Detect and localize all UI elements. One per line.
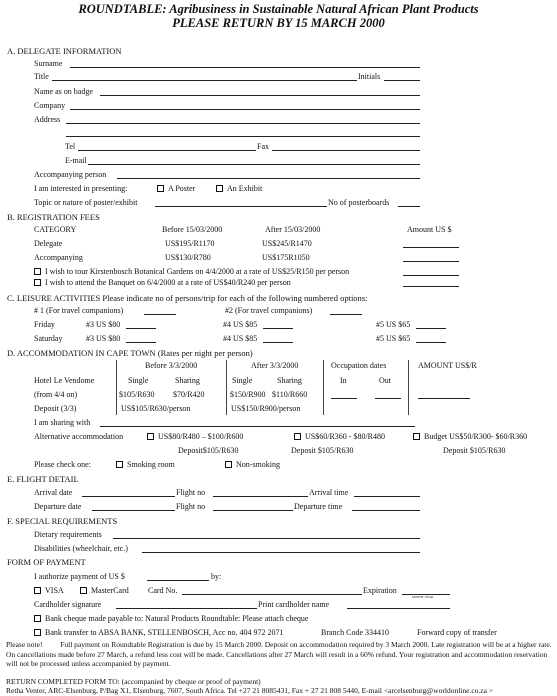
option1-field[interactable] <box>144 314 176 315</box>
visa-label: VISA <box>45 586 64 595</box>
saturday-option3-field[interactable] <box>126 342 156 343</box>
badge-name-label: Name as on badge <box>34 87 93 96</box>
option1-label: # 1 (For travel companions) <box>34 306 124 315</box>
poster-checkbox[interactable] <box>157 185 164 192</box>
arrival-flight-label: Flight no <box>176 488 206 497</box>
alt-accommodation-label: Alternative accommodation <box>34 432 124 441</box>
alt-3-deposit: Deposit $105/R630 <box>443 446 506 455</box>
departure-flight-field[interactable] <box>213 510 293 511</box>
title-field[interactable] <box>52 80 357 81</box>
divider <box>226 360 227 415</box>
after-header: After 15/03/2000 <box>265 225 321 234</box>
surname-label: Surname <box>34 59 63 68</box>
print-name-label: Print cardholder name <box>258 600 330 609</box>
alt-1-label: US$80/R480 – $100/R600 <box>158 432 244 441</box>
dietary-field[interactable] <box>113 538 420 539</box>
banquet-checkbox[interactable] <box>34 279 41 286</box>
banquet-label: I wish to attend the Banquet on 6/4/2000 at a rate of US$40/R240 per person <box>45 278 291 287</box>
friday-option4: #4 US $85 <box>223 320 258 329</box>
hotel-name: Hotel Le Vendome <box>34 376 95 385</box>
out-header: Out <box>379 376 391 385</box>
authorize-amount-field[interactable] <box>147 580 209 581</box>
alt-2-deposit: Deposit $105/R630 <box>291 446 354 455</box>
section-b-heading: B. REGISTRATION FEES <box>7 212 100 222</box>
payment-notes <box>6 640 554 669</box>
accom-after-header: After 3/3/2000 <box>251 361 299 370</box>
departure-date-label: Departure date <box>34 502 82 511</box>
friday-label: Friday <box>34 320 55 329</box>
alt-1-checkbox[interactable] <box>147 433 154 440</box>
expiration-label: Expiration <box>363 586 397 595</box>
title-label: Title <box>34 72 49 81</box>
dietary-label: Dietary requirements <box>34 530 102 539</box>
alt-2-checkbox[interactable] <box>294 433 301 440</box>
occupation-header: Occupation dates <box>331 361 387 370</box>
accompanying-label: Accompanying person <box>34 170 107 179</box>
cheque-label: Bank cheque made payable to: Natural Products Roundtable: Please attach cheque <box>45 614 309 623</box>
before-single-rate: $105/R630 <box>119 390 155 399</box>
accompanying-amount-field[interactable] <box>403 261 459 262</box>
tel-label: Tel <box>65 142 76 151</box>
transfer-label: Bank transfer to ABSA BANK, STELLENBOSCH, Acc no. 404 972 2071 <box>45 628 284 637</box>
accompanying-field[interactable] <box>117 178 420 179</box>
tour-checkbox[interactable] <box>34 268 41 275</box>
poster-option[interactable] <box>157 185 195 193</box>
before-header: Before 15/03/2000 <box>162 225 223 234</box>
month-year-hint: MONTH / YEAR <box>412 595 434 599</box>
option2-label: #2 (For travel companions) <box>225 306 313 315</box>
badge-name-field[interactable] <box>100 95 420 96</box>
saturday-label: Saturday <box>34 334 63 343</box>
accom-amount-header: AMOUNT US$/R <box>418 361 477 370</box>
divider <box>323 360 324 415</box>
disabilities-label: Disabilities (wheelchair, etc.) <box>34 544 128 553</box>
mastercard-label: MasterCard <box>91 586 129 595</box>
non-smoking-checkbox[interactable] <box>225 461 232 468</box>
alt-3-checkbox[interactable] <box>413 433 420 440</box>
accompanying-fee-label: Accompanying <box>34 253 83 262</box>
deposit-label: Deposit (3/3) <box>34 404 77 413</box>
email-label: E-mail <box>65 156 87 165</box>
poster-label: A Poster <box>168 184 196 193</box>
delegate-amount-field[interactable] <box>403 247 459 248</box>
visa-option[interactable] <box>34 587 64 595</box>
delegate-after: US$245/R1470 <box>262 239 312 248</box>
fax-label: Fax <box>257 142 269 151</box>
forward-copy-note: Forward copy of transfer <box>417 628 497 637</box>
cheque-checkbox[interactable] <box>34 615 41 622</box>
check-one-label: Please check one: <box>34 460 91 469</box>
alt-option-3[interactable] <box>413 433 527 441</box>
address-field-2[interactable] <box>66 136 420 137</box>
return-address: Retha Venter, ARC-Elsenburg, P/Bag X1, Elsenburg, 7607, South Africa. Tel +27 21 8085431, Fax + 27 21 808 5440, E-mail <arcelsenburg@worldonline.co.za > <box>6 686 494 695</box>
accom-before-header: Before 3/3/2000 <box>145 361 198 370</box>
delegate-label: Delegate <box>34 239 63 248</box>
form-title: ROUNDTABLE: Agribusiness in Sustainable Natural African Plant Products <box>78 2 479 16</box>
smoking-option[interactable] <box>116 461 175 469</box>
divider <box>116 360 117 415</box>
check-out-field[interactable] <box>375 398 401 399</box>
surname-field[interactable] <box>70 67 420 68</box>
posterboards-label: No of posterboards <box>328 198 390 207</box>
exhibit-option[interactable] <box>216 185 262 193</box>
alt-option-2[interactable] <box>294 433 385 441</box>
form-subtitle: PLEASE RETURN BY 15 MARCH 2000 <box>172 16 385 30</box>
notes-text: Full payment on Roundtable Registration is due by 15 March 2000. Deposit on accommodation required by 3 March 2000. Late registration will be at a higher rate. On cancellations made before 27 March, a refund less cost will be made. Cancellations after 27 March will result in a 60% refund. Your registration and accommodation reservation will not be processed unless accompanied by payment. <box>6 640 552 669</box>
arrival-time-label: Arrival time <box>309 488 349 497</box>
visa-checkbox[interactable] <box>34 587 41 594</box>
tel-field[interactable] <box>78 150 256 151</box>
arrival-date-label: Arrival date <box>34 488 73 497</box>
topic-label: Topic or nature of poster/exhibit <box>34 198 138 207</box>
amount-header: Amount US $ <box>407 225 452 234</box>
signature-field[interactable] <box>116 608 257 609</box>
authorize-label: I authorize payment of US $ <box>34 572 125 581</box>
non-smoking-option[interactable] <box>225 461 280 469</box>
posterboards-field[interactable] <box>398 206 420 207</box>
section-a-heading: A. DELEGATE INFORMATION <box>7 46 122 56</box>
address-field-1[interactable] <box>66 123 420 124</box>
banquet-amount-field[interactable] <box>403 286 459 287</box>
departure-date-field[interactable] <box>92 510 175 511</box>
deposit-before: US$105/R630/person <box>121 404 191 413</box>
friday-option5: #5 US $65 <box>376 320 411 329</box>
arrival-date-field[interactable] <box>82 496 175 497</box>
signature-label: Cardholder signature <box>34 600 102 609</box>
after-sharing-header: Sharing <box>277 376 302 385</box>
fax-field[interactable] <box>272 150 420 151</box>
saturday-option4-field[interactable] <box>263 342 293 343</box>
arrival-flight-field[interactable] <box>213 496 308 497</box>
hotel-from: (from 4/4 on) <box>34 390 78 399</box>
transfer-option[interactable] <box>34 629 283 637</box>
alt-3-label: Budget US$50/R300- $60/R360 <box>424 432 528 441</box>
tour-label: I wish to tour Kirstenbosch Botanical Gardens on 4/4/2000 at a rate of US$25/R150 per person <box>45 267 350 276</box>
exhibit-checkbox[interactable] <box>216 185 223 192</box>
divider <box>408 360 409 415</box>
banquet-option[interactable] <box>34 279 291 287</box>
mastercard-option[interactable] <box>80 587 129 595</box>
saturday-option5: #5 US $65 <box>376 334 411 343</box>
payment-heading: FORM OF PAYMENT <box>7 557 86 567</box>
sharing-with-field[interactable] <box>100 426 415 427</box>
before-sharing-header: Sharing <box>175 376 200 385</box>
deposit-after: US$150/R900/person <box>231 404 301 413</box>
initials-label: Initials <box>358 72 381 81</box>
card-no-label: Card No. <box>148 586 178 595</box>
return-to-label: RETURN COMPLETED FORM TO: (accompanied by cheque or proof of payment) <box>6 677 261 686</box>
transfer-checkbox[interactable] <box>34 629 41 636</box>
after-single-header: Single <box>232 376 253 385</box>
company-label: Company <box>34 101 66 110</box>
section-e-heading: E. FLIGHT DETAIL <box>7 474 79 484</box>
presenting-label: I am interested in presenting: <box>34 184 128 193</box>
initials-field[interactable] <box>384 80 420 81</box>
friday-option5-field[interactable] <box>416 328 446 329</box>
non-smoking-label: Non-smoking <box>236 460 280 469</box>
smoking-label: Smoking room <box>127 460 175 469</box>
tour-amount-field[interactable] <box>403 275 459 276</box>
topic-field[interactable] <box>155 206 327 207</box>
section-f-heading: F. SPECIAL REQUIREMENTS <box>7 516 118 526</box>
section-c-heading: C. LEISURE ACTIVITIES Please indicate no of persons/trip for each of the following numbered options: <box>7 293 368 303</box>
saturday-option4: #4 US $85 <box>223 334 258 343</box>
departure-flight-label: Flight no <box>176 502 206 511</box>
alt-2-label: US$60/R360 - $80/R480 <box>305 432 386 441</box>
card-no-field[interactable] <box>182 594 362 595</box>
section-d-heading: D. ACCOMMODATION IN CAPE TOWN (Rates per night per person) <box>7 348 253 358</box>
please-note-label: Please note! <box>6 640 43 649</box>
before-sharing-rate: $70/R420 <box>173 390 205 399</box>
option2-field[interactable] <box>330 314 362 315</box>
alt-option-1[interactable] <box>147 433 243 441</box>
before-single-header: Single <box>128 376 149 385</box>
friday-option4-field[interactable] <box>263 328 293 329</box>
mastercard-checkbox[interactable] <box>80 587 87 594</box>
accompanying-after: US$175R1050 <box>262 253 310 262</box>
company-field[interactable] <box>70 109 420 110</box>
departure-time-field[interactable] <box>352 510 420 511</box>
friday-option3: #3 US $80 <box>86 320 121 329</box>
accom-amount-field[interactable] <box>418 398 470 399</box>
email-field[interactable] <box>88 164 420 165</box>
after-single-rate: $150/R900 <box>230 390 266 399</box>
address-label: Address <box>34 115 61 124</box>
friday-option3-field[interactable] <box>126 328 156 329</box>
after-sharing-rate: $110/R660 <box>272 390 308 399</box>
accompanying-before: US$130/R780 <box>165 253 211 262</box>
branch-code: Branch Code 334410 <box>321 628 389 637</box>
delegate-before: US$195/R1170 <box>165 239 215 248</box>
tour-option[interactable] <box>34 268 349 276</box>
disabilities-field[interactable] <box>142 552 420 553</box>
departure-time-label: Departure time <box>294 502 343 511</box>
category-header: CATEGORY <box>34 225 77 234</box>
check-in-field[interactable] <box>331 398 357 399</box>
arrival-time-field[interactable] <box>354 496 420 497</box>
cheque-option[interactable] <box>34 615 308 623</box>
smoking-checkbox[interactable] <box>116 461 123 468</box>
exhibit-label: An Exhibit <box>227 184 263 193</box>
sharing-with-label: I am sharing with <box>34 418 91 427</box>
print-name-field[interactable] <box>347 608 450 609</box>
saturday-option5-field[interactable] <box>416 342 446 343</box>
by-label: by: <box>211 572 222 581</box>
in-header: In <box>340 376 347 385</box>
alt-1-deposit: Deposit$105/R630 <box>178 446 239 455</box>
saturday-option3: #3 US $80 <box>86 334 121 343</box>
